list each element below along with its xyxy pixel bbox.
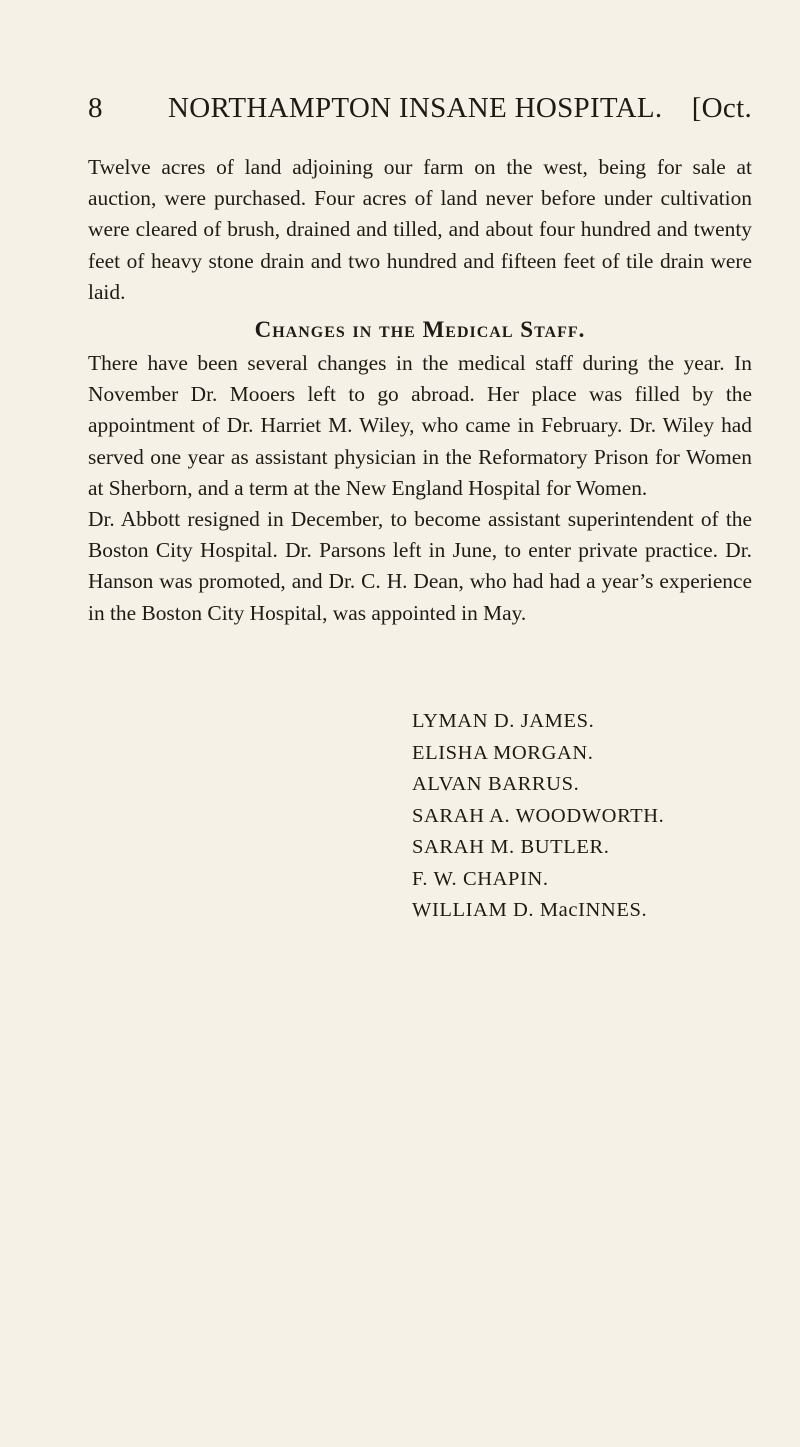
running-head	[88, 92, 752, 132]
signatory-name: WILLIAM D. MacINNES.	[412, 899, 648, 921]
body-text	[88, 152, 752, 629]
signatory-name: F. W. CHAPIN.	[412, 867, 549, 890]
signature-block	[412, 706, 772, 927]
paragraph-land-purchase: Twelve acres of land adjoining our farm on the west, being for sale at auction, were purchased. Four acres of land never before under cultivation were cleared of brush, drained and tilled, and about four hundred and twenty feet of heavy stone drain and two hundred and fifteen feet of tile drain were laid.	[88, 155, 752, 304]
page-number: 8	[88, 92, 103, 124]
signatory-name: SARAH A. WOODWORTH.	[412, 804, 665, 827]
paragraph-staff-changes: There have been several changes in the medical staff during the year. In November Dr. Mooers left to go abroad. Her place was filled by the appointment of Dr. Harriet M. Wiley, who came in February. Dr. Wiley had served one year as assistant physician in the Reformatory Prison for Women at Sherborn, and a term at the New England Hospital for Women.	[88, 351, 752, 500]
signatory-name: SARAH M. BUTLER.	[412, 836, 610, 858]
paragraph-resignations: Dr. Abbott resigned in December, to become assistant superintendent of the Boston City Hospital. Dr. Parsons left in June, to enter private practice. Dr. Hanson was promoted, and Dr. C. H. Dean, who had had a year’s experience in the Boston City Hospital, was appointed in May.	[88, 507, 752, 625]
running-title: NORTHAMPTON INSANE HOSPITAL.	[168, 92, 663, 124]
signatory-name: LYMAN D. JAMES.	[412, 710, 595, 732]
signatory-name: ELISHA MORGAN.	[412, 741, 594, 764]
section-heading: Changes in the Medical Staff.	[254, 317, 586, 343]
running-date: [Oct.	[691, 92, 752, 124]
signatory-name: ALVAN BARRUS.	[412, 773, 580, 795]
